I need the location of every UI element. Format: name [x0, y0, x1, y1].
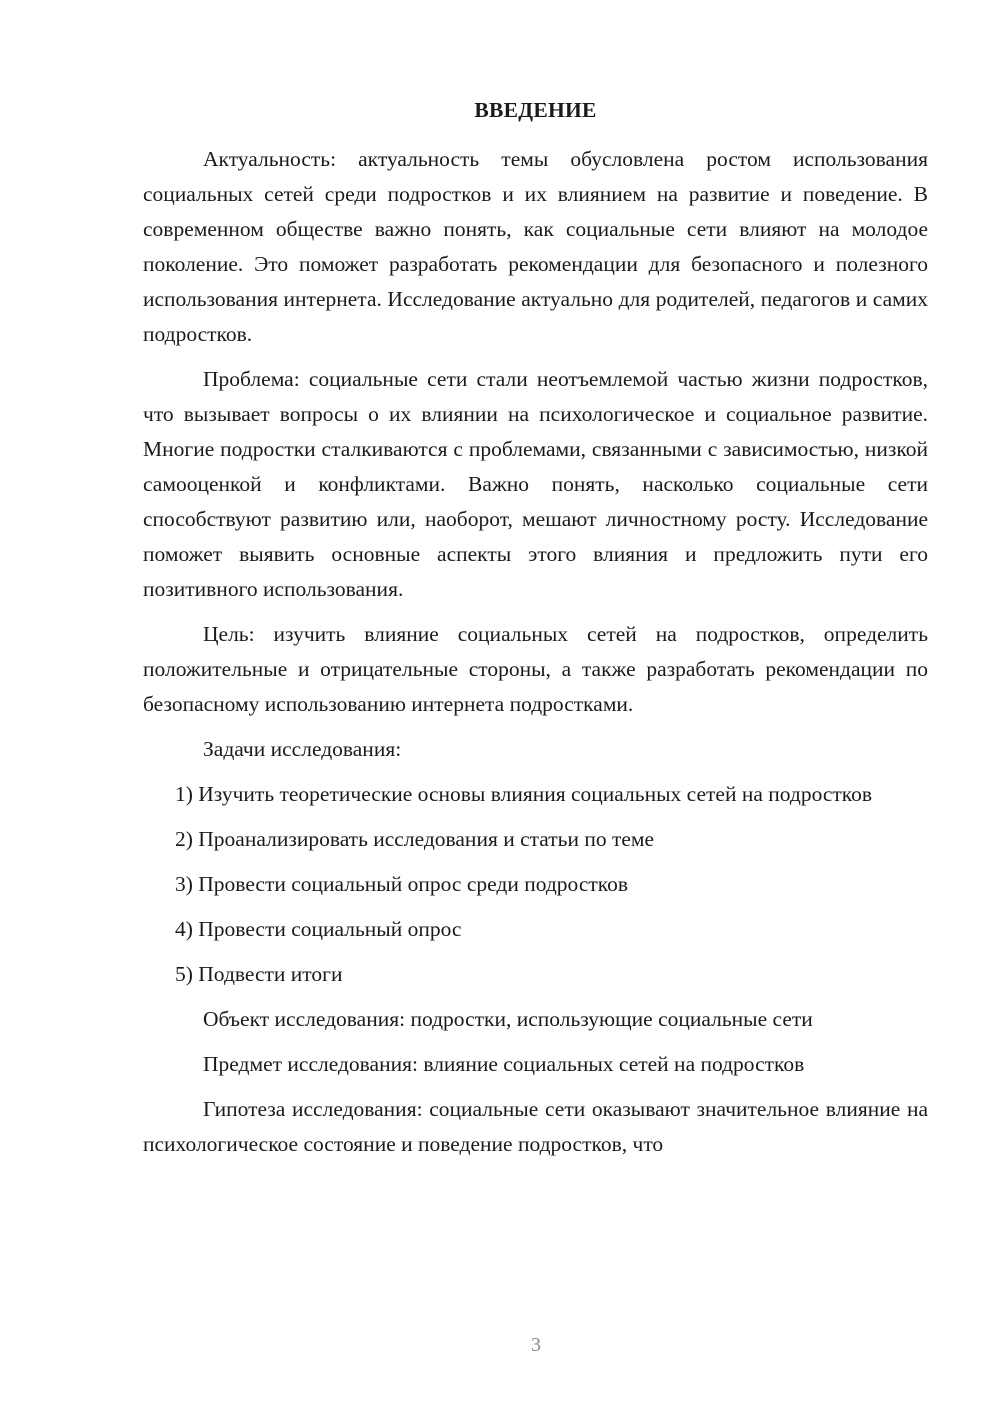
- document-page: [143, 96, 928, 1172]
- task-item-4: 4) Провести социальный опрос: [175, 917, 462, 941]
- relevance-paragraph: Актуальность: актуальность темы обусловлена ростом использования социальных сетей среди подростков и их влиянием на развитие и поведение. В современном обществе важно понять, как социальные сети влияют на молодое поколение. Это поможет разработать рекомендации для безопасного и полезного использования интернета. Исследование актуально для родителей, педагогов и самих подростков.: [143, 147, 928, 346]
- problem-paragraph: Проблема: социальные сети стали неотъемлемой частью жизни подростков, что вызывает вопросы о их влиянии на психологическое и социальное развитие. Многие подростки сталкиваются с проблемами, связанными с зависимостью, низкой самооценкой и конфликтами. Важно понять, насколько социальные сети способствуют развитию или, наоборот, мешают личностному росту. Исследование поможет выявить основные аспекты этого влияния и предложить пути его позитивного использования.: [143, 367, 928, 601]
- hypothesis-paragraph: Гипотеза исследования: социальные сети оказывают значительное влияние на психологическое состояние и поведение подростков, что: [143, 1097, 928, 1156]
- object-paragraph: Объект исследования: подростки, использующие социальные сети: [203, 1007, 813, 1031]
- section-title: ВВЕДЕНИЕ: [474, 98, 597, 122]
- page-number: 3: [531, 1334, 541, 1356]
- task-item-2: 2) Проанализировать исследования и статьи по теме: [175, 827, 655, 851]
- tasks-heading: Задачи исследования:: [203, 737, 402, 761]
- task-item-3: 3) Провести социальный опрос среди подростков: [175, 872, 629, 896]
- goal-paragraph: Цель: изучить влияние социальных сетей на подростков, определить положительные и отрицательные стороны, а также разработать рекомендации по безопасному использованию интернета подростками.: [143, 622, 928, 716]
- task-item-5: 5) Подвести итоги: [175, 962, 343, 986]
- task-item-1: 1) Изучить теоретические основы влияния социальных сетей на подростков: [175, 782, 873, 806]
- subject-paragraph: Предмет исследования: влияние социальных сетей на подростков: [203, 1052, 805, 1076]
